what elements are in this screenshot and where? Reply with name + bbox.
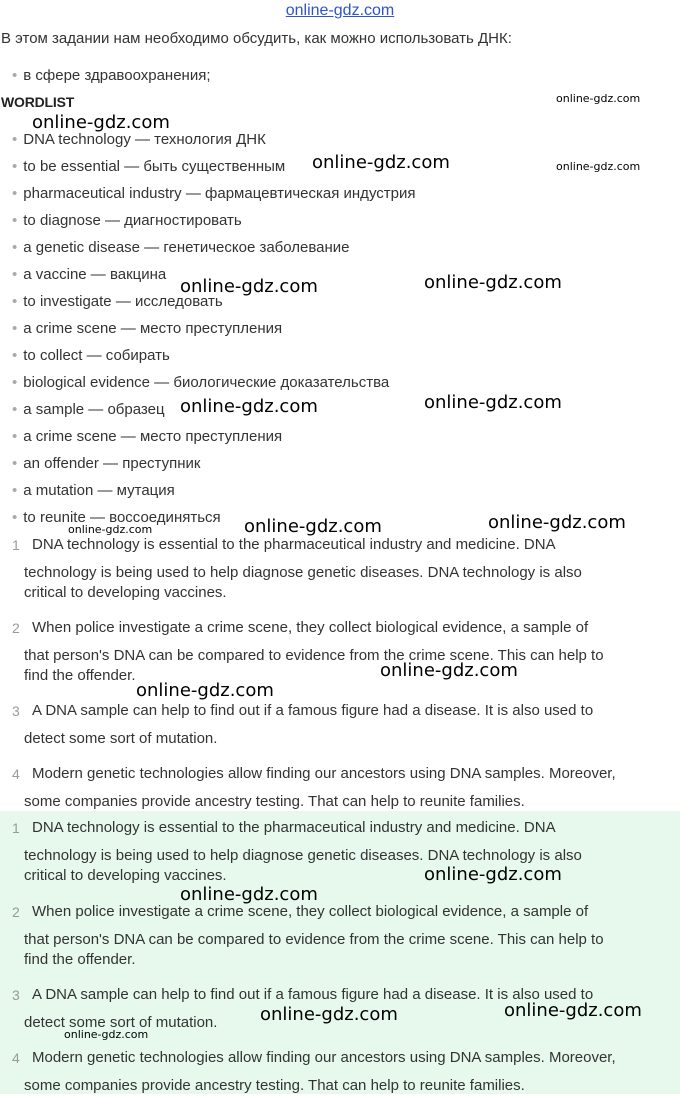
wordlist-item: • a sample — образец — [12, 401, 165, 418]
watermark: online-gdz.com — [68, 523, 153, 536]
wordlist-item: • to diagnose — диагностировать — [12, 212, 242, 229]
watermark: online-gdz.com — [312, 152, 450, 173]
paragraph-line: A DNA sample can help to find out if a famous figure had a disease. It is also used to — [32, 986, 594, 1003]
paragraph-line: that person's DNA can be compared to evidence from the crime scene. This can help to — [24, 931, 604, 948]
paragraph-line: When police investigate a crime scene, they collect biological evidence, a sample of — [32, 903, 589, 920]
paragraph-line: A DNA sample can help to find out if a famous figure had a disease. It is also used to — [32, 702, 594, 719]
watermark: online-gdz.com — [380, 660, 518, 681]
watermark: online-gdz.com — [244, 516, 382, 537]
answer-paragraph-2 — [12, 902, 674, 970]
watermark: online-gdz.com — [180, 276, 318, 297]
paragraph-number: 4 — [12, 1050, 20, 1066]
paragraph-line: find the offender. — [24, 667, 136, 684]
paragraph-line: find the offender. — [24, 951, 136, 968]
paragraph-line: detect some sort of mutation. — [24, 1014, 218, 1031]
paragraph-line: that person's DNA can be compared to evidence from the crime scene. This can help to — [24, 647, 604, 664]
wordlist-item: • to collect — собирать — [12, 347, 170, 364]
paragraph-line: some companies provide ancestry testing. That can help to reunite families. — [24, 793, 525, 810]
wordlist-item: • a genetic disease — генетическое заболевание — [12, 239, 350, 256]
paragraph-line: Modern genetic technologies allow finding our ancestors using DNA samples. Moreover, — [32, 1049, 616, 1066]
wordlist-item: • a crime scene — место преступления — [12, 320, 282, 337]
paragraph-number: 1 — [12, 820, 20, 836]
watermark: online-gdz.com — [488, 512, 626, 533]
watermark: online-gdz.com — [32, 112, 170, 133]
intro-text: В этом задании нам необходимо обсудить, как можно использовать ДНК: — [1, 30, 512, 47]
intro-bullet: • в сфере здравоохранения; — [12, 67, 211, 84]
answer-paragraph-1 — [12, 818, 674, 886]
wordlist-item: • to be essential — быть существенным — [12, 158, 285, 175]
answer-paragraph-4 — [12, 1048, 674, 1096]
paragraph-number: 2 — [12, 620, 20, 636]
paragraph-3 — [12, 701, 674, 749]
wordlist-item: • DNA technology — технология ДНК — [12, 131, 266, 148]
paragraph-line: DNA technology is essential to the pharmaceutical industry and medicine. DNA — [32, 536, 556, 553]
paragraph-4 — [12, 764, 674, 812]
paragraph-line: some companies provide ancestry testing. That can help to reunite families. — [24, 1077, 525, 1094]
paragraph-line: DNA technology is essential to the pharmaceutical industry and medicine. DNA — [32, 819, 556, 836]
paragraph-1 — [12, 535, 674, 603]
wordlist-item: • to investigate — исследовать — [12, 293, 223, 310]
wordlist-item: • a vaccine — вакцина — [12, 266, 166, 283]
watermark: online-gdz.com — [556, 160, 641, 173]
watermark: online-gdz.com — [424, 864, 562, 885]
paragraph-number: 4 — [12, 766, 20, 782]
paragraph-line: detect some sort of mutation. — [24, 730, 218, 747]
watermark: online-gdz.com — [260, 1004, 398, 1025]
watermark: online-gdz.com — [180, 884, 318, 905]
wordlist-item: • biological evidence — биологические доказательства — [12, 374, 389, 391]
paragraph-line: technology is being used to help diagnose genetic diseases. DNA technology is also — [24, 564, 582, 581]
wordlist-item: • a mutation — мутация — [12, 482, 175, 499]
wordlist-item: • a crime scene — место преступления — [12, 428, 282, 445]
paragraph-line: technology is being used to help diagnose genetic diseases. DNA technology is also — [24, 847, 582, 864]
wordlist-title: WORDLIST — [1, 94, 75, 110]
paragraph-number: 2 — [12, 904, 20, 920]
paragraph-2 — [12, 618, 674, 686]
paragraph-number: 3 — [12, 703, 20, 719]
watermark: online-gdz.com — [64, 1028, 149, 1041]
site-header-link[interactable]: online-gdz.com — [285, 2, 395, 19]
watermark: online-gdz.com — [424, 272, 562, 293]
watermark: online-gdz.com — [136, 680, 274, 701]
paragraph-line: critical to developing vaccines. — [24, 584, 227, 601]
paragraph-number: 1 — [12, 537, 20, 553]
watermark: online-gdz.com — [424, 392, 562, 413]
paragraph-line: Modern genetic technologies allow finding our ancestors using DNA samples. Moreover, — [32, 765, 616, 782]
paragraph-line: critical to developing vaccines. — [24, 867, 227, 884]
paragraph-number: 3 — [12, 987, 20, 1003]
paragraph-line: When police investigate a crime scene, they collect biological evidence, a sample of — [32, 619, 589, 636]
watermark: online-gdz.com — [504, 1000, 642, 1021]
wordlist-item: • pharmaceutical industry — фармацевтическая индустрия — [12, 185, 416, 202]
wordlist-item: • an offender — преступник — [12, 455, 200, 472]
watermark: online-gdz.com — [180, 396, 318, 417]
wordlist-item: • to reunite — воссоединяться — [12, 509, 221, 526]
watermark: online-gdz.com — [556, 92, 641, 105]
